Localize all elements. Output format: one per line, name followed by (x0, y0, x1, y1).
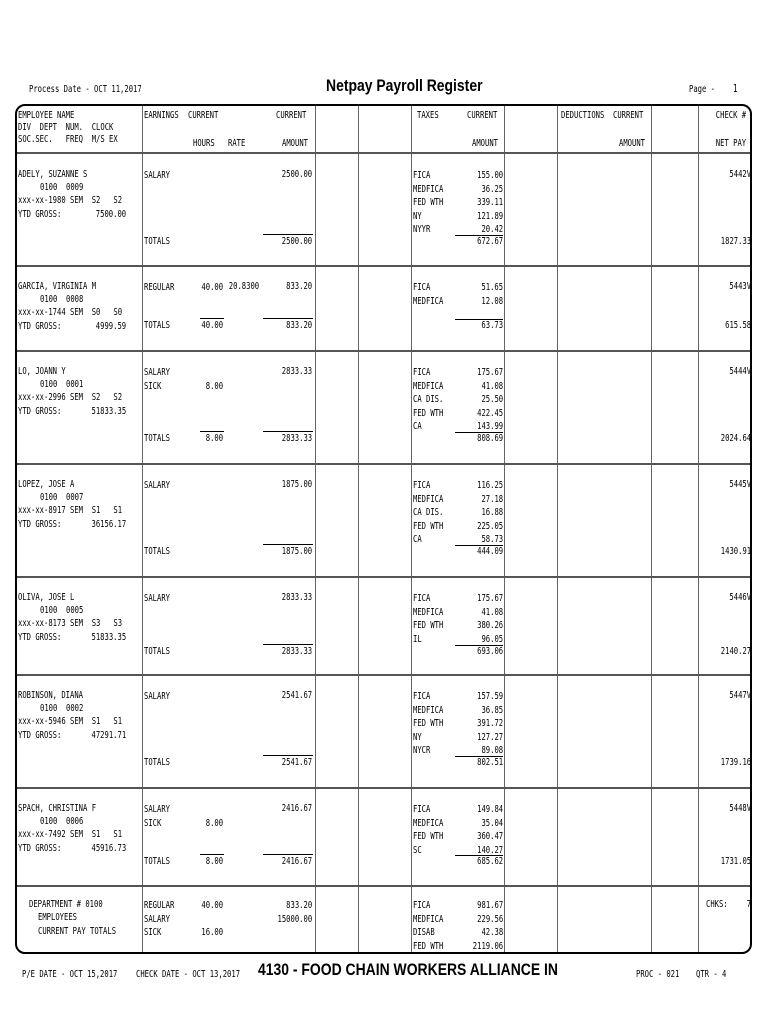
tax-types: FICA MEDFICA FED WTH NY NYYR (413, 170, 444, 235)
check-number: 5444V (729, 366, 751, 377)
earning-hours: 8.00 (205, 817, 223, 829)
tax-total: 693.06 (476, 646, 503, 657)
header-earnings: EARNINGS (144, 110, 179, 121)
tax-amounts: 157.59 36.85 391.72 127.27 89.08 (476, 691, 503, 756)
net-pay: 2024.64 (720, 433, 751, 444)
header-amount: AMOUNT (282, 138, 309, 149)
tax-types: FICA MEDFICA CA DIS. FED WTH CA (413, 367, 444, 432)
employee-name: LOPEZ, JOSE A (18, 479, 75, 490)
tax-types: FICA MEDFICA (413, 282, 444, 307)
totals-underline (263, 431, 313, 432)
hours-underline (200, 854, 224, 855)
totals-amount: 1875.00 (281, 546, 312, 557)
tax-amounts: 51.65 12.08 (481, 282, 503, 307)
totals-underline (263, 544, 313, 545)
department-tax-types: FICA MEDFICA DISAB FED WTH (413, 900, 444, 952)
net-pay: 2140.27 (720, 646, 751, 657)
totals-hours: 8.00 (205, 856, 223, 867)
tax-amounts: 116.25 27.18 16.88 225.05 58.73 (476, 480, 503, 545)
tax-total: 444.09 (476, 546, 503, 557)
column-divider (651, 106, 652, 952)
employee-ids: 0100 0007 (40, 492, 84, 503)
totals-label: TOTALS (144, 236, 171, 247)
checks-count: 7 (746, 899, 751, 910)
net-pay: 1731.05 (720, 856, 751, 867)
check-number: 5448V (729, 803, 751, 814)
header-check-number: CHECK # (715, 110, 746, 121)
employee-ssn: xxx-xx-7492 SEM S1 S1 (18, 829, 123, 840)
employee-ssn: xxx-xx-8917 SEM S1 S1 (18, 505, 123, 516)
record-separator (17, 463, 750, 465)
tax-types: FICA MEDFICA FED WTH IL (413, 593, 444, 645)
earning-hours: 40.00 (201, 282, 223, 293)
column-divider (698, 106, 699, 952)
earning-amount: 833.20 (285, 281, 312, 292)
ytd-gross-label: YTD GROSS: (18, 843, 62, 854)
totals-underline (263, 755, 313, 756)
header-employee-name: EMPLOYEE NAME (18, 110, 75, 121)
totals-label: TOTALS (144, 546, 171, 557)
earning-types: REGULAR (144, 282, 175, 293)
department-earning-types: REGULAR SALARY SICK (144, 900, 175, 938)
earning-types: SALARY (144, 480, 171, 491)
column-divider (358, 106, 359, 952)
proc-number: PROC - 021 (636, 969, 680, 980)
ytd-gross-value: 36156.17 (91, 519, 126, 530)
column-divider (142, 106, 143, 952)
header-amount: AMOUNT (619, 138, 646, 149)
hours-underline (200, 318, 224, 319)
pe-date: P/E DATE - OCT 15,2017 (22, 969, 118, 980)
process-date: Process Date - OCT 11,2017 (29, 84, 142, 95)
header-amount: AMOUNT (472, 138, 499, 149)
page-number: 1 (733, 82, 738, 95)
totals-label: TOTALS (144, 320, 171, 331)
earning-types: SALARY SICK (144, 367, 171, 392)
header-taxes: TAXES (417, 110, 439, 121)
earning-rate: 20.8300 (228, 281, 259, 292)
employee-name: SPACH, CHRISTINA F (18, 803, 97, 814)
department-tax-amounts: 981.67 229.56 42.38 2119.06 (472, 900, 503, 952)
check-number: 5442V (729, 169, 751, 180)
totals-amount: 2500.00 (281, 236, 312, 247)
employee-ids: 0100 0005 (40, 605, 84, 616)
net-pay: 1827.33 (720, 236, 751, 247)
totals-amount: 833.20 (285, 320, 312, 331)
record-separator (17, 350, 750, 352)
tax-amounts: 175.67 41.08 380.26 96.05 (476, 593, 503, 645)
record-separator (17, 787, 750, 789)
company-name: 4130 - FOOD CHAIN WORKERS ALLIANCE IN (258, 960, 558, 979)
tax-total: 802.51 (476, 757, 503, 768)
check-date: CHECK DATE - OCT 13,2017 (136, 969, 241, 980)
record-separator (17, 885, 750, 887)
department-number: DEPARTMENT # 0100 (29, 899, 103, 910)
report-title: Netpay Payroll Register (326, 76, 483, 95)
check-number: 5447V (729, 690, 751, 701)
header-rate: RATE (228, 138, 246, 149)
ytd-gross-value: 47291.71 (91, 730, 126, 741)
employee-ssn: xxx-xx-1744 SEM S0 S0 (18, 307, 123, 318)
net-pay: 1430.91 (720, 546, 751, 557)
totals-label: TOTALS (144, 757, 171, 768)
check-number: 5446V (729, 592, 751, 603)
record-separator (17, 265, 750, 267)
ytd-gross-label: YTD GROSS: (18, 632, 62, 643)
header-current: CURRENT (467, 110, 498, 121)
earning-amount: 2541.67 (281, 690, 312, 701)
column-divider (411, 106, 412, 952)
tax-total: 685.62 (476, 856, 503, 867)
header-hours: HOURS (193, 138, 215, 149)
record-separator (17, 674, 750, 676)
earning-types: SALARY SICK (144, 804, 171, 829)
earning-types: SALARY (144, 170, 171, 181)
employee-ssn: xxx-xx-8173 SEM S3 S3 (18, 618, 123, 629)
totals-underline (263, 644, 313, 645)
quarter: QTR - 4 (696, 969, 727, 980)
tax-types: FICA MEDFICA FED WTH SC (413, 804, 444, 856)
totals-hours: 40.00 (201, 320, 223, 331)
header-rule (17, 152, 750, 154)
header-net-pay: NET PAY (715, 138, 746, 149)
tax-amounts: 175.67 41.08 25.50 422.45 143.99 (476, 367, 503, 432)
ytd-gross-label: YTD GROSS: (18, 730, 62, 741)
totals-amount: 2833.33 (281, 433, 312, 444)
earning-amount: 2500.00 (281, 169, 312, 180)
column-divider (557, 106, 558, 952)
check-number: 5443V (729, 281, 751, 292)
totals-underline (263, 234, 313, 235)
hours-underline (200, 431, 224, 432)
tax-amounts: 149.84 35.04 360.47 140.27 (476, 804, 503, 856)
tax-types: FICA MEDFICA CA DIS. FED WTH CA (413, 480, 444, 545)
earning-amount: 2833.33 (281, 592, 312, 603)
employee-ssn: xxx-xx-1980 SEM S2 S2 (18, 195, 123, 206)
tax-amounts: 155.00 36.25 339.11 121.89 20.42 (476, 170, 503, 235)
employee-ids: 0100 0006 (40, 816, 84, 827)
employee-ssn: xxx-xx-5946 SEM S1 S1 (18, 716, 123, 727)
employee-ids: 0100 0002 (40, 703, 84, 714)
tax-total: 672.67 (476, 236, 503, 247)
department-pay-totals-label: CURRENT PAY TOTALS (38, 926, 117, 937)
ytd-gross-label: YTD GROSS: (18, 209, 62, 220)
earning-amount: 2833.33 (281, 366, 312, 377)
totals-underline (263, 318, 313, 319)
totals-amount: 2416.67 (281, 856, 312, 867)
employee-name: ADELY, SUZANNE S (18, 169, 88, 180)
tax-types: FICA MEDFICA FED WTH NY NYCR (413, 691, 444, 756)
totals-label: TOTALS (144, 433, 171, 444)
totals-amount: 2541.67 (281, 757, 312, 768)
header-soc-sec: SOC.SEC. FREQ M/S EX (18, 134, 118, 145)
header-current: CURRENT (188, 110, 219, 121)
earning-amount: 1875.00 (281, 479, 312, 490)
department-earning-hours: 40.00 16.00 (201, 900, 223, 938)
totals-underline (263, 854, 313, 855)
tax-total: 808.69 (476, 433, 503, 444)
ytd-gross-value: 51833.35 (91, 632, 126, 643)
earning-types: SALARY (144, 593, 171, 604)
earning-hours: 8.00 (205, 380, 223, 392)
totals-label: TOTALS (144, 646, 171, 657)
header-deductions: DEDUCTIONS (561, 110, 605, 121)
employee-ssn: xxx-xx-2996 SEM S2 S2 (18, 392, 123, 403)
tax-total: 63.73 (481, 320, 503, 331)
employee-ids: 0100 0009 (40, 182, 84, 193)
totals-amount: 2833.33 (281, 646, 312, 657)
ytd-gross-value: 51833.35 (91, 406, 126, 417)
header-current: CURRENT (276, 110, 307, 121)
department-earning-amounts: 833.20 15000.00 (277, 900, 312, 925)
header-div-dept: DIV DEPT NUM. CLOCK (18, 122, 114, 133)
record-separator (17, 576, 750, 578)
employee-name: ROBINSON, DIANA (18, 690, 84, 701)
employee-ids: 0100 0008 (40, 294, 84, 305)
employee-name: OLIVA, JOSE L (18, 592, 75, 603)
ytd-gross-value: 45916.73 (91, 843, 126, 854)
employee-ids: 0100 0001 (40, 379, 84, 390)
net-pay: 1739.16 (720, 757, 751, 768)
header-current: CURRENT (613, 110, 644, 121)
department-employees-label: EMPLOYEES (38, 912, 78, 923)
page-label: Page - (689, 84, 716, 95)
column-divider (315, 106, 316, 952)
column-divider (504, 106, 505, 952)
ytd-gross-label: YTD GROSS: (18, 406, 62, 417)
check-number: 5445V (729, 479, 751, 490)
net-pay: 615.58 (724, 320, 751, 331)
employee-name: GARCIA, VIRGINIA M (18, 281, 97, 292)
ytd-gross-label: YTD GROSS: (18, 519, 62, 530)
ytd-gross-value: 7500.00 (95, 209, 126, 220)
checks-label: CHKS: (706, 899, 728, 910)
totals-hours: 8.00 (205, 433, 223, 444)
totals-label: TOTALS (144, 856, 171, 867)
earning-amount: 2416.67 (281, 803, 312, 814)
earning-types: SALARY (144, 691, 171, 702)
ytd-gross-value: 4999.59 (95, 321, 126, 332)
ytd-gross-label: YTD GROSS: (18, 321, 62, 332)
employee-name: LO, JOANN Y (18, 366, 66, 377)
